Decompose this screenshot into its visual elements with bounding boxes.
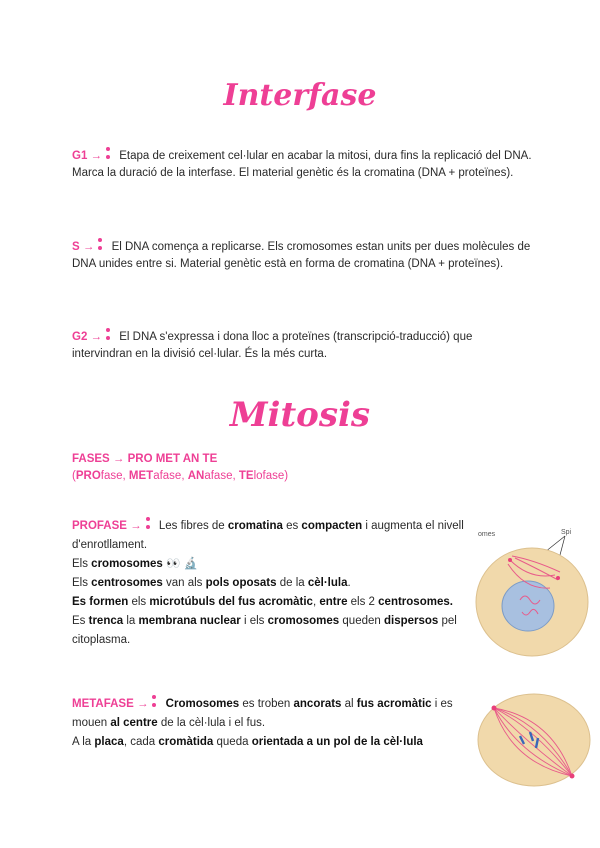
interfase-title: Interfase xyxy=(223,78,377,113)
profase-paragraph: PROFASE → Les fibres de cromatina es compacten i augmenta el nivell d'enrotllament. Els cromosomes 👀 🔬 Els centrosomes van als pols oposats de la cèl·lula. Es formen els microtúbuls del fus acromàtic, entre els 2 centrosomes. Es trenca la membrana nuclear i els cromosomes queden dispersos pel citoplasma. xyxy=(72,517,467,650)
g2-paragraph xyxy=(72,328,532,363)
fases-line: FASES → PRO MET AN TE xyxy=(72,453,218,465)
colon-dots-icon xyxy=(104,147,112,161)
g1-text: Etapa de creixement cel·lular en acabar la mitosi, dura fins la replicació del DNA. Marca la duració de la interfase. El material genètic és la cromatina (DNA + proteïnes). xyxy=(72,150,532,179)
mitosis-title: Mitosis xyxy=(229,395,371,435)
colon-dots-icon xyxy=(96,238,104,252)
colon-dots-icon xyxy=(150,695,158,709)
g2-label: G2 → xyxy=(72,331,103,343)
g2-text: El DNA s'expressa i dona lloc a proteïnes (transcripció-traducció) que intervindran en la divisió cel·lular. És la més curta. xyxy=(72,331,473,360)
colon-dots-icon xyxy=(144,517,152,531)
fig1-caption-left: omes xyxy=(478,531,496,538)
s-paragraph xyxy=(72,238,532,273)
colon-dots-icon xyxy=(104,328,112,342)
eyes-microscope-icon: 👀 🔬 xyxy=(162,558,198,570)
profase-label: PROFASE → xyxy=(72,520,142,532)
g1-paragraph xyxy=(72,147,532,182)
metaphase-cell-image xyxy=(472,688,597,788)
fases-sub: (PROfase, METafase, ANafase, TElofase) xyxy=(72,470,289,482)
metafase-label: METAFASE → xyxy=(72,698,149,710)
fases-block xyxy=(72,451,288,485)
fig1-caption-right: Spi xyxy=(561,529,572,536)
prophase-cell-image xyxy=(470,530,595,660)
s-text: El DNA comença a replicarse. Els cromosomes estan units per dues molècules de DNA unides entre si. Material genètic està en forma de cromatina (DNA + proteïnes). xyxy=(72,241,531,270)
metafase-paragraph: METAFASE → Cromosomes es troben ancorats al fus acromàtic i es mouen al centre de la cèl·lula i el fus. A la placa, cada cromàtida queda orientada a un pol de la cèl·lula xyxy=(72,695,467,752)
s-label: S → xyxy=(72,241,95,253)
g1-label: G1 → xyxy=(72,150,103,162)
